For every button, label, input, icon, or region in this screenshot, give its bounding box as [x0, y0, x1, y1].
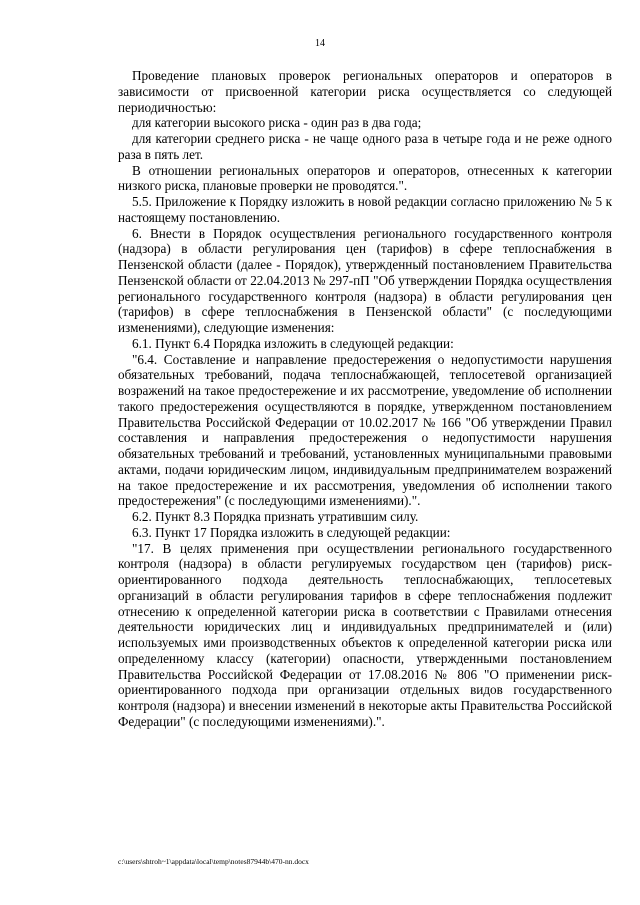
- footer-file-path: c:\users\shtroh~1\appdata\local\temp\notes87944b\470-nn.docx: [118, 857, 309, 866]
- document-body: [118, 68, 612, 730]
- paragraph-low-risk: В отношении региональных операторов и операторов, отнесенных к категории низкого риска, плановые проверки не проводятся.".: [118, 162, 612, 194]
- paragraph-17-text: "17. В целях применения при осуществлении регионального государственного контроля (надзора) в области регулируемых государством цен (тарифов) риск-ориентированного подхода деятельность теплоснабжающих, теплосетевых организаций в области регулирования тарифов в сфере теплоснабжения подлежит отнесению к определенной категории риска в соответствии с Правилами отнесения деятельности юридических лиц и индивидуальных предпринимателей и (или) используемых ими производственных объектов к определенной категории риска или определенному классу (категории) опасности, утвержденными постановлением Правительства Российской Федерации от 17.08.2016 № 806 "О применении риск-ориентированного подхода при организации отдельных видов государственного контроля (надзора) и внесении изменений в некоторые акты Правительства Российской Федерации" (с последующими изменениями).".: [118, 540, 612, 729]
- paragraph-high-risk: для категории высокого риска - один раз в два года;: [132, 115, 422, 131]
- paragraph-6-3: 6.3. Пункт 17 Порядка изложить в следующей редакции:: [132, 524, 451, 540]
- paragraph-6-4-text: "6.4. Составление и направление предостережения о недопустимости нарушения обязательных требований, подача теплоснабжающей, теплосетевой организацией возражений на такое предостережение и их рассмотрение, уведомление об исполнении такого предостережения осуществляются в порядке, утвержденном постановлением Правительства Российской Федерации от 10.02.2017 № 166 "Об утверждении Правил составления и направления предостережения о недопустимости нарушения обязательных требований и требований, установленных муниципальными правовыми актами, подачи юридическим лицом, индивидуальным предпринимателем возражений на такое предостережение и их рассмотрения, уведомления об исполнении такого предостережения" (с последующими изменениями).".: [118, 351, 612, 509]
- paragraph-inspection-periodicity: Проведение плановых проверок региональных операторов и операторов в зависимости от присвоенной категории риска осуществляется со следующей периодичностью:: [118, 68, 612, 115]
- paragraph-medium-risk: для категории среднего риска - не чаще одного раза в четыре года и не реже одного раза в пять лет.: [118, 131, 612, 162]
- paragraph-6: 6. Внести в Порядок осуществления регионального государственного контроля (надзора) в области регулирования цен (тарифов) в сфере теплоснабжения в Пензенской области (далее - Порядок), утвержденный постановлением Правительства Пензенской области от 22.04.2013 № 297-пП "Об утверждении Порядка осуществления регионального государственного контроля (надзора) в области регулирования цен (тарифов) в сфере теплоснабжения в Пензенской области" (с последующими изменениями), следующие изменения:: [118, 225, 612, 335]
- paragraph-6-2: 6.2. Пункт 8.3 Порядка признать утратившим силу.: [132, 509, 419, 524]
- page-number: 14: [315, 38, 325, 49]
- paragraph-6-1: 6.1. Пункт 6.4 Порядка изложить в следующей редакции:: [132, 335, 454, 351]
- paragraph-5-5: 5.5. Приложение к Порядку изложить в новой редакции согласно приложению № 5 к настоящему постановлению.: [118, 194, 612, 225]
